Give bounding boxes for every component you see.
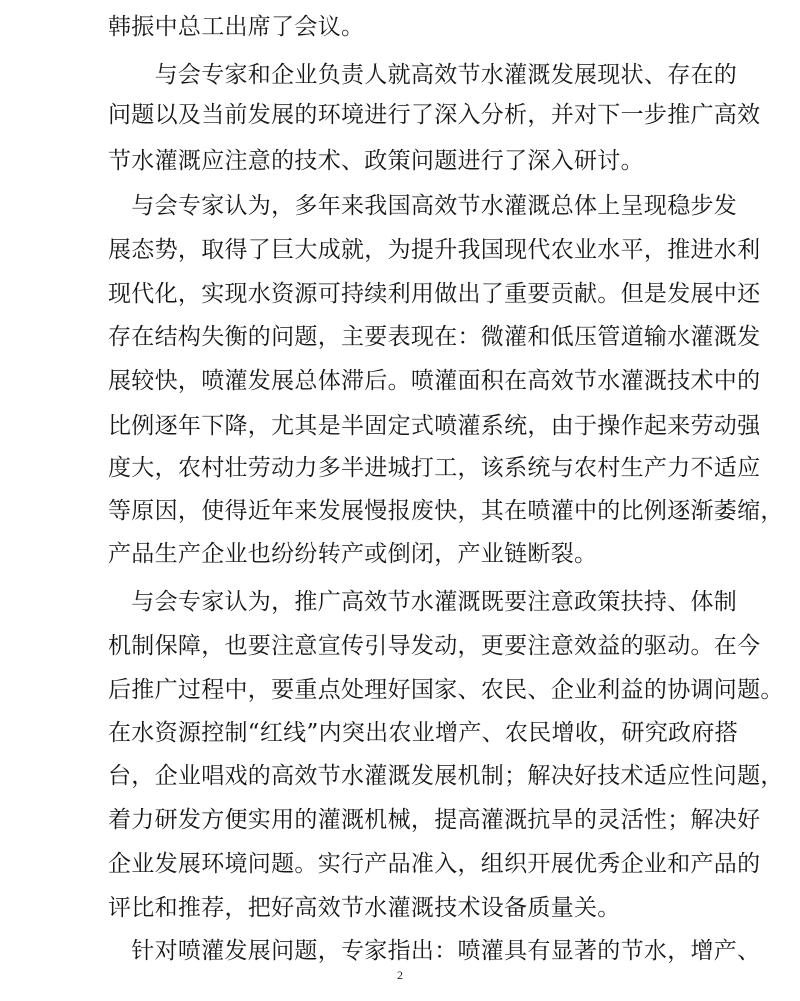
text-line: 着力研发方便实用的灌溉机械，提高灌溉抗旱的灵活性；解决好 [108,807,761,833]
text-line: 与会专家认为，推广高效节水灌溉既要注意政策扶持、体制 [108,589,738,615]
text-line: 问题以及当前发展的环境进行了深入分析，并对下一步推广高效 [108,102,761,128]
text-line: 评比和推荐，把好高效节水灌溉技术设备质量关。 [108,895,621,921]
text-line: 存在结构失衡的问题，主要表现在：微灌和低压管道输水灌溉发 [108,324,761,350]
text-line: 与会专家和企业负责人就高效节水灌溉发展现状、存在的 [108,62,738,88]
text-line: 与会专家认为，多年来我国高效节水灌溉总体上呈现稳步发 [108,193,738,219]
page-number: 2 [397,968,403,982]
text-line: 针对喷灌发展问题，专家指出：喷灌具有显著的节水，增产、 [108,938,761,964]
text-line: 展较快，喷灌发展总体滞后。喷灌面积在高效节水灌溉技术中的 [108,368,761,394]
text-line: 展态势，取得了巨大成就，为提升我国现代农业水平，推进水利 [108,237,761,263]
text-line: 节水灌溉应注意的技术、政策问题进行了深入研讨。 [108,148,644,174]
text-line: 现代化，实现水资源可持续利用做出了重要贡献。但是发展中还 [108,281,761,307]
text-line: 韩振中总工出席了会议。 [108,14,365,40]
text-line: 台，企业唱戏的高效节水灌溉发展机制；解决好技术适应性问题， [108,763,784,789]
text-line: 等原因，使得近年来发展慢报废快，其在喷灌中的比例逐渐萎缩， [108,498,784,524]
text-line: 度大，农村壮劳动力多半进城打工，该系统与农村生产力不适应 [108,455,761,481]
text-line: 比例逐年下降，尤其是半固定式喷灌系统，由于操作起来劳动强 [108,413,761,439]
text-line: 后推广过程中，要重点处理好国家、农民、企业利益的协调问题。 [108,677,784,703]
text-line: 产品生产企业也纷纷转产或倒闭，产业链断裂。 [108,541,598,567]
text-line: 在水资源控制“红线”内突出农业增产、农民增收，研究政府搭 [108,720,738,746]
text-line: 机制保障，也要注意宣传引导发动，更要注意效益的驱动。在今 [108,633,761,659]
text-line: 企业发展环境问题。实行产品准入，组织开展优秀企业和产品的 [108,851,761,877]
